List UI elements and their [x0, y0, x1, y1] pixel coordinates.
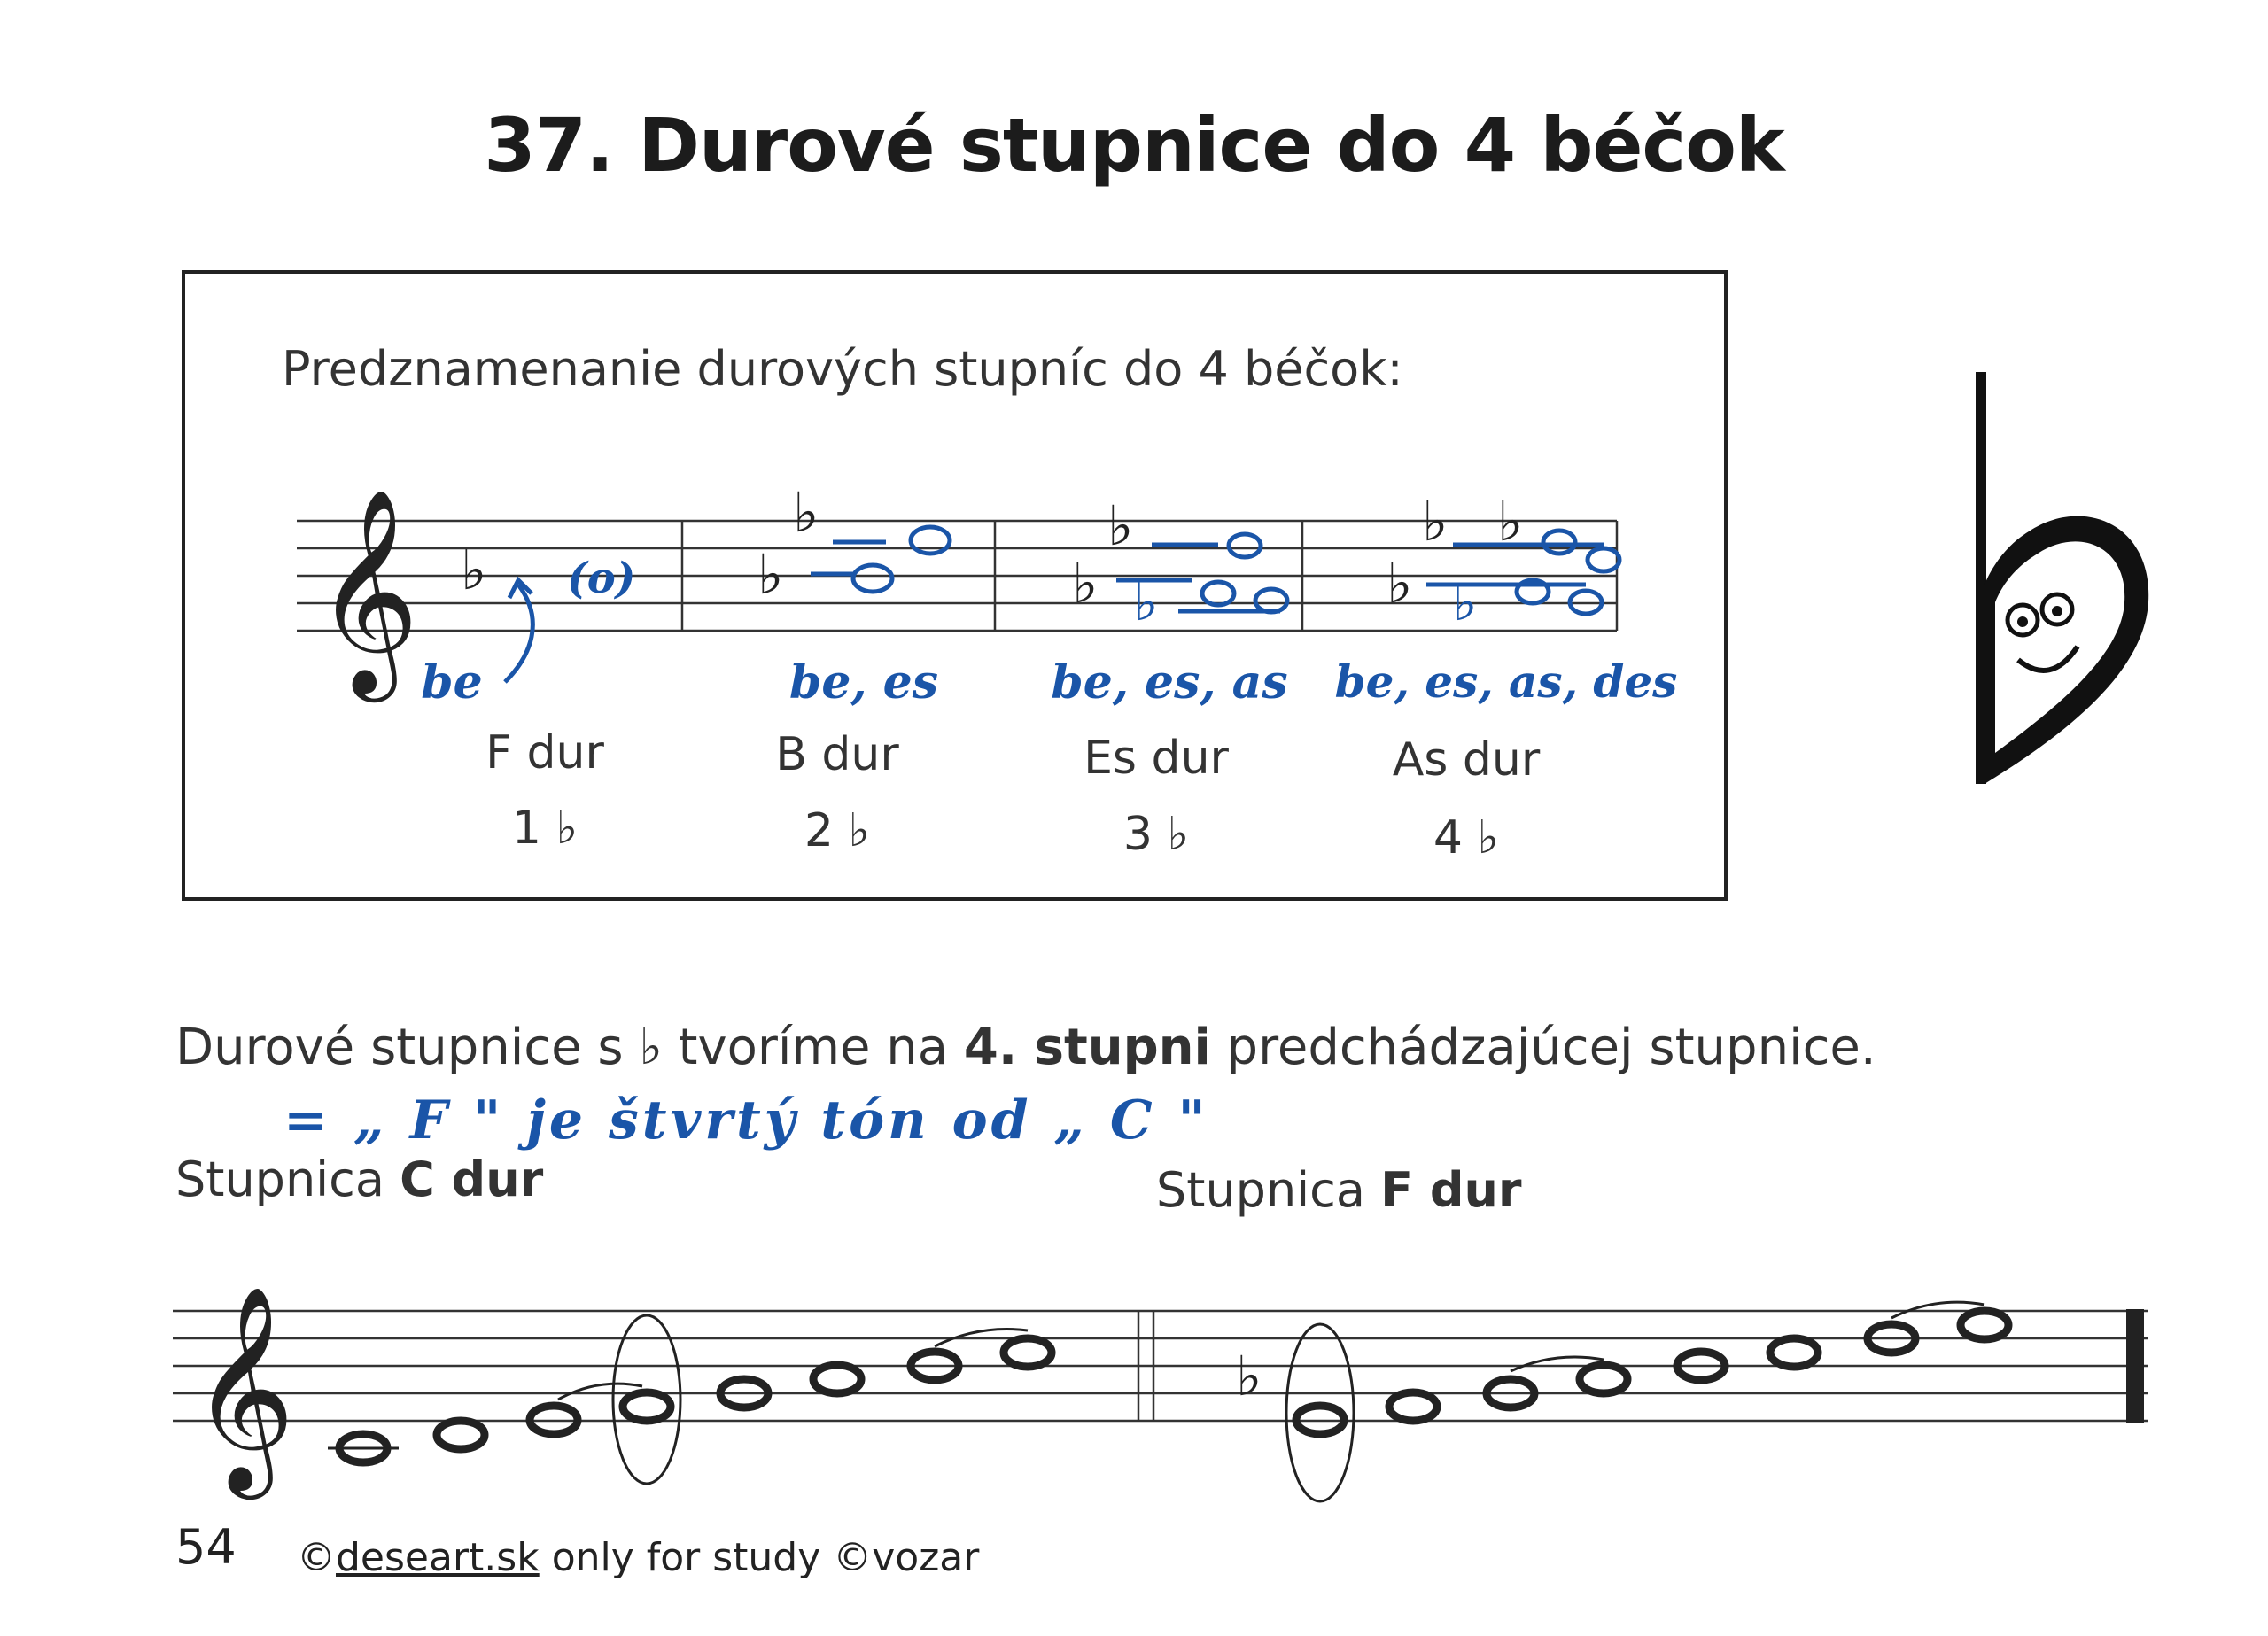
treble-clef-icon: 𝄞 — [315, 487, 420, 694]
svg-text:♭: ♭ — [1134, 572, 1159, 632]
final-barline — [2126, 1309, 2144, 1423]
flat-icon: ♭ — [1477, 811, 1500, 865]
page-number: 54 — [175, 1519, 237, 1575]
key-count-f: 1 ♭ — [511, 802, 579, 855]
key-handwritten-es: be, es, as — [1051, 655, 1288, 709]
ledger-and-slurs — [328, 1302, 1984, 1501]
upper-staff — [297, 521, 1617, 631]
key-name-as: As dur — [1392, 733, 1541, 787]
flat-icon: ♭ — [757, 542, 784, 607]
page-title: 37. Durové stupnice do 4 béčok — [484, 102, 1784, 189]
flat-icon: ♭ — [1167, 808, 1190, 861]
flat-icon: ♭ — [1107, 493, 1134, 558]
flat-icon: ♭ — [1497, 489, 1524, 554]
key-name-f: F dur — [485, 726, 604, 779]
flat-icon: ♭ — [848, 804, 871, 857]
smiling-flat-sign-icon — [1976, 372, 2148, 784]
scale-label-f: Stupnica F dur — [1156, 1162, 1522, 1218]
flat-icon: ♭ — [623, 1019, 663, 1076]
key-handwritten-f: be — [421, 655, 483, 709]
handwritten-rule-note: = „ F " je štvrtý tón od „ C " — [284, 1089, 1209, 1151]
rule-sentence: Durové stupnice s ♭ tvoríme na 4. stupni predchádzajúcej stupnice. — [175, 1019, 1876, 1076]
key-handwritten-b: be, es — [788, 655, 938, 709]
flat-icon: ♭ — [1236, 1344, 1262, 1408]
copyright-link[interactable]: deseart.sk — [336, 1535, 540, 1580]
lower-staff — [173, 1311, 2148, 1421]
copyright-notice: ©deseart.sk only for study ©vozar — [297, 1535, 980, 1580]
handwritten-parenthesis: (o) — [567, 554, 636, 603]
flat-icon: ♭ — [461, 538, 487, 602]
flat-icon: ♭ — [1422, 489, 1449, 554]
key-name-b: B dur — [775, 728, 899, 781]
key-count-as: 4 ♭ — [1433, 811, 1500, 865]
flat-icon: ♭ — [555, 802, 579, 855]
key-count-es: 3 ♭ — [1122, 808, 1190, 861]
treble-clef-icon: 𝄞 — [190, 1284, 296, 1491]
flat-icon: ♭ — [793, 480, 819, 545]
scale-label-c: Stupnica C dur — [175, 1151, 544, 1207]
flat-icon: ♭ — [1072, 551, 1099, 616]
key-name-es: Es dur — [1084, 732, 1229, 785]
key-count-b: 2 ♭ — [804, 804, 871, 857]
svg-text:♭: ♭ — [1453, 572, 1478, 632]
flat-icon: ♭ — [1386, 551, 1413, 616]
box-heading: Predznamenanie durových stupníc do 4 béčok: — [282, 341, 1403, 397]
key-handwritten-as: be, es, as, des — [1334, 655, 1678, 708]
